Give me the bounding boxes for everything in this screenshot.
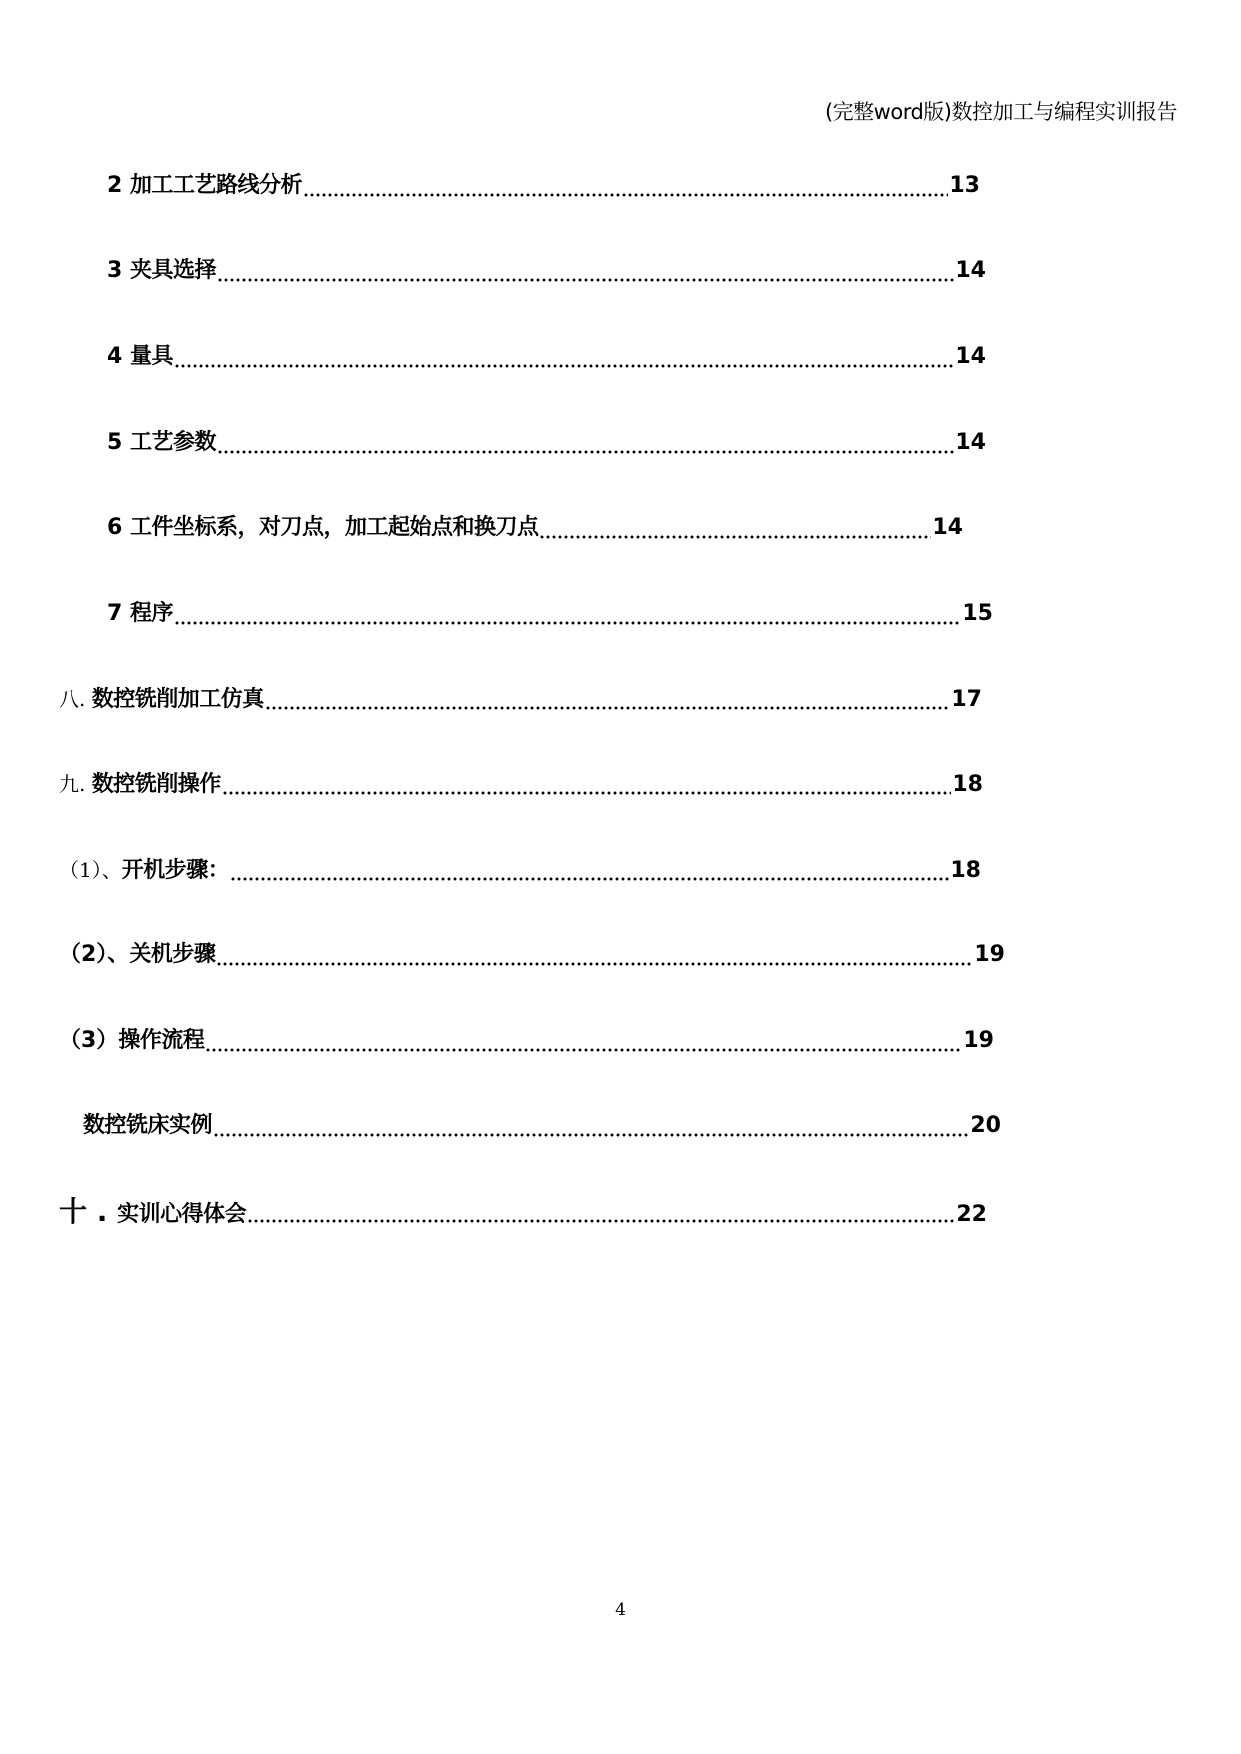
toc-entry-number: 4 [107, 344, 130, 369]
toc-entry-number: 八. [59, 687, 92, 711]
toc-entry-title: 数控铣削加工仿真 [91, 687, 264, 712]
toc-entry[interactable] [59, 939, 1005, 971]
toc-entry-page: 19 [974, 942, 1005, 967]
toc-entry-number: 九. [59, 772, 92, 796]
toc-entry[interactable] [59, 854, 981, 886]
dot-leader [303, 170, 948, 202]
toc-entry-page: 14 [955, 258, 986, 283]
toc-entry[interactable] [107, 170, 980, 202]
toc-entry-page: 13 [949, 173, 980, 198]
toc-entry-title: 实训心得体会 [117, 1202, 247, 1227]
toc-entry-title: 数控铣床实例 [83, 1113, 213, 1138]
toc-entry-number: 十 . [59, 1195, 118, 1228]
toc-entry-number: 2 [107, 173, 130, 198]
toc-entry-title: 量具 [129, 344, 173, 369]
page-number: 4 [615, 1600, 626, 1620]
running-header: (完整word版)数控加工与编程实训报告 [824, 100, 1177, 124]
toc-entry[interactable] [107, 427, 986, 459]
toc-entry-page: 18 [950, 858, 981, 883]
toc-entry-number: 3 [107, 258, 130, 283]
toc-entry[interactable] [107, 598, 993, 630]
dot-leader [213, 1110, 969, 1142]
toc-entry-page: 22 [956, 1202, 987, 1227]
toc-entry-number: 6 [107, 515, 130, 540]
toc-entry-number: （2）、 [59, 942, 130, 967]
toc-entry-page: 15 [962, 601, 993, 626]
toc-entry-page: 14 [932, 515, 963, 540]
toc-entry-title: 操作流程 [118, 1028, 205, 1053]
toc-entry[interactable] [59, 768, 983, 800]
toc-entry-number: 5 [107, 430, 130, 455]
toc-entry[interactable] [59, 1196, 987, 1228]
toc-entry-page: 14 [955, 344, 986, 369]
dot-leader [247, 1196, 955, 1228]
dot-leader [217, 255, 954, 287]
toc-entry-title: 关机步骤 [129, 942, 216, 967]
toc-entry-page: 14 [955, 430, 986, 455]
toc-entry-number: （1）、 [59, 858, 122, 882]
toc-entry-title: 开机步骤： [121, 858, 230, 883]
dot-leader [539, 512, 931, 544]
toc-entry-title: 工艺参数 [129, 430, 216, 455]
dot-leader [174, 598, 961, 630]
toc-entry-page: 18 [952, 772, 983, 797]
toc-entry[interactable] [107, 255, 986, 287]
toc-entry-title: 加工工艺路线分析 [129, 173, 302, 198]
toc-entry[interactable] [59, 683, 982, 715]
dot-leader [230, 854, 949, 886]
dot-leader [222, 768, 952, 800]
dot-leader [265, 683, 951, 715]
dot-leader [217, 427, 954, 459]
dot-leader [174, 341, 954, 373]
toc-entry-title: 夹具选择 [129, 258, 216, 283]
toc-entry-page: 20 [970, 1113, 1001, 1138]
dot-leader [216, 939, 973, 971]
toc-entry-page: 17 [951, 687, 982, 712]
toc-entry[interactable] [59, 1025, 994, 1057]
toc-entry-title: 数控铣削操作 [91, 772, 221, 797]
toc-entry[interactable] [83, 1110, 1001, 1142]
dot-leader [205, 1025, 962, 1057]
toc-entry[interactable] [107, 512, 963, 544]
toc-entry-title: 工件坐标系，对刀点，加工起始点和换刀点 [129, 515, 539, 540]
toc-entry-page: 19 [963, 1028, 994, 1053]
toc-entry-number: （3） [59, 1028, 119, 1053]
toc-entry-title: 程序 [129, 601, 173, 626]
toc-entry-number: 7 [107, 601, 130, 626]
toc-entry[interactable] [107, 341, 986, 373]
